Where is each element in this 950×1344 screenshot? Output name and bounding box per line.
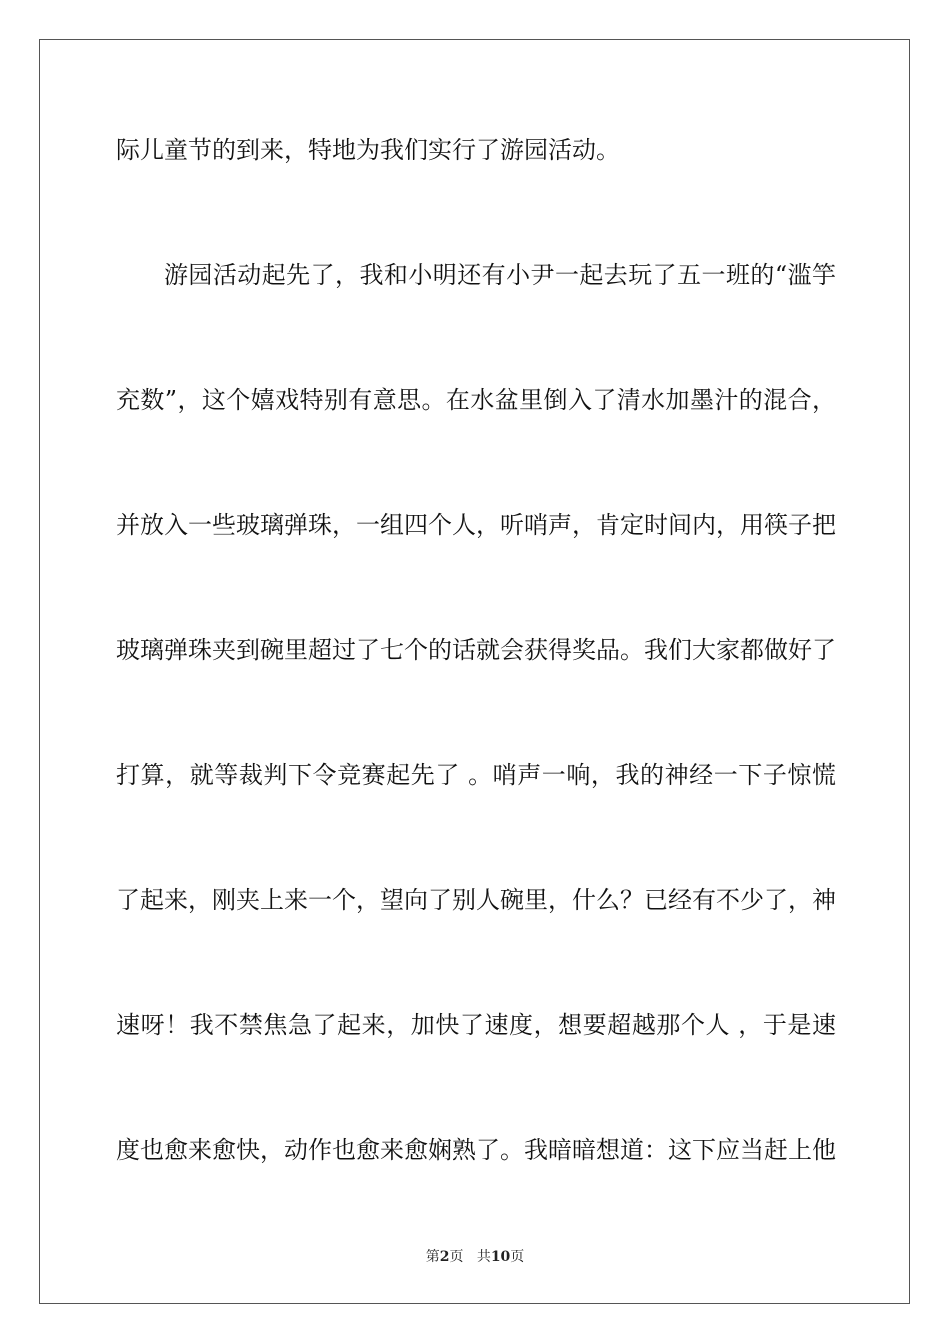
footer-page-number: 2 (439, 1249, 450, 1265)
page-border (39, 39, 910, 1304)
text-line-6: 打算，就等裁判下令竞赛起先了 。哨声一响，我的神经一下子惊慌 (116, 761, 836, 789)
text-line-2: 游园活动起先了，我和小明还有小尹一起去玩了五一班的“滥竽 (164, 261, 836, 289)
page-footer (0, 1246, 950, 1266)
text-line-5: 玻璃弹珠夹到碗里超过了七个的话就会获得奖品。我们大家都做好了 (116, 636, 836, 664)
footer-total-pages: 10 (490, 1249, 511, 1265)
text-line-3: 充数”，这个嬉戏特别有意思。在水盆里倒入了清水加墨汁的混合， (116, 386, 836, 414)
text-line-1: 际儿童节的到来，特地为我们实行了游园活动。 (116, 136, 620, 164)
footer-page-prefix: 第 (425, 1249, 440, 1265)
footer-total-prefix: 共 (476, 1249, 491, 1265)
footer-total-suffix: 页 (510, 1249, 525, 1265)
text-line-8: 速呀！我不禁焦急了起来，加快了速度，想要超越那个人 ，于是速 (116, 1011, 836, 1039)
footer-page-suffix: 页 (449, 1249, 464, 1265)
text-line-4: 并放入一些玻璃弹珠，一组四个人，听哨声，肯定时间内，用筷子把 (116, 511, 836, 539)
text-line-7: 了起来，刚夹上来一个，望向了别人碗里，什么？已经有不少了，神 (116, 886, 836, 914)
text-line-9: 度也愈来愈快，动作也愈来愈娴熟了。我暗暗想道：这下应当赶上他 (116, 1136, 836, 1164)
